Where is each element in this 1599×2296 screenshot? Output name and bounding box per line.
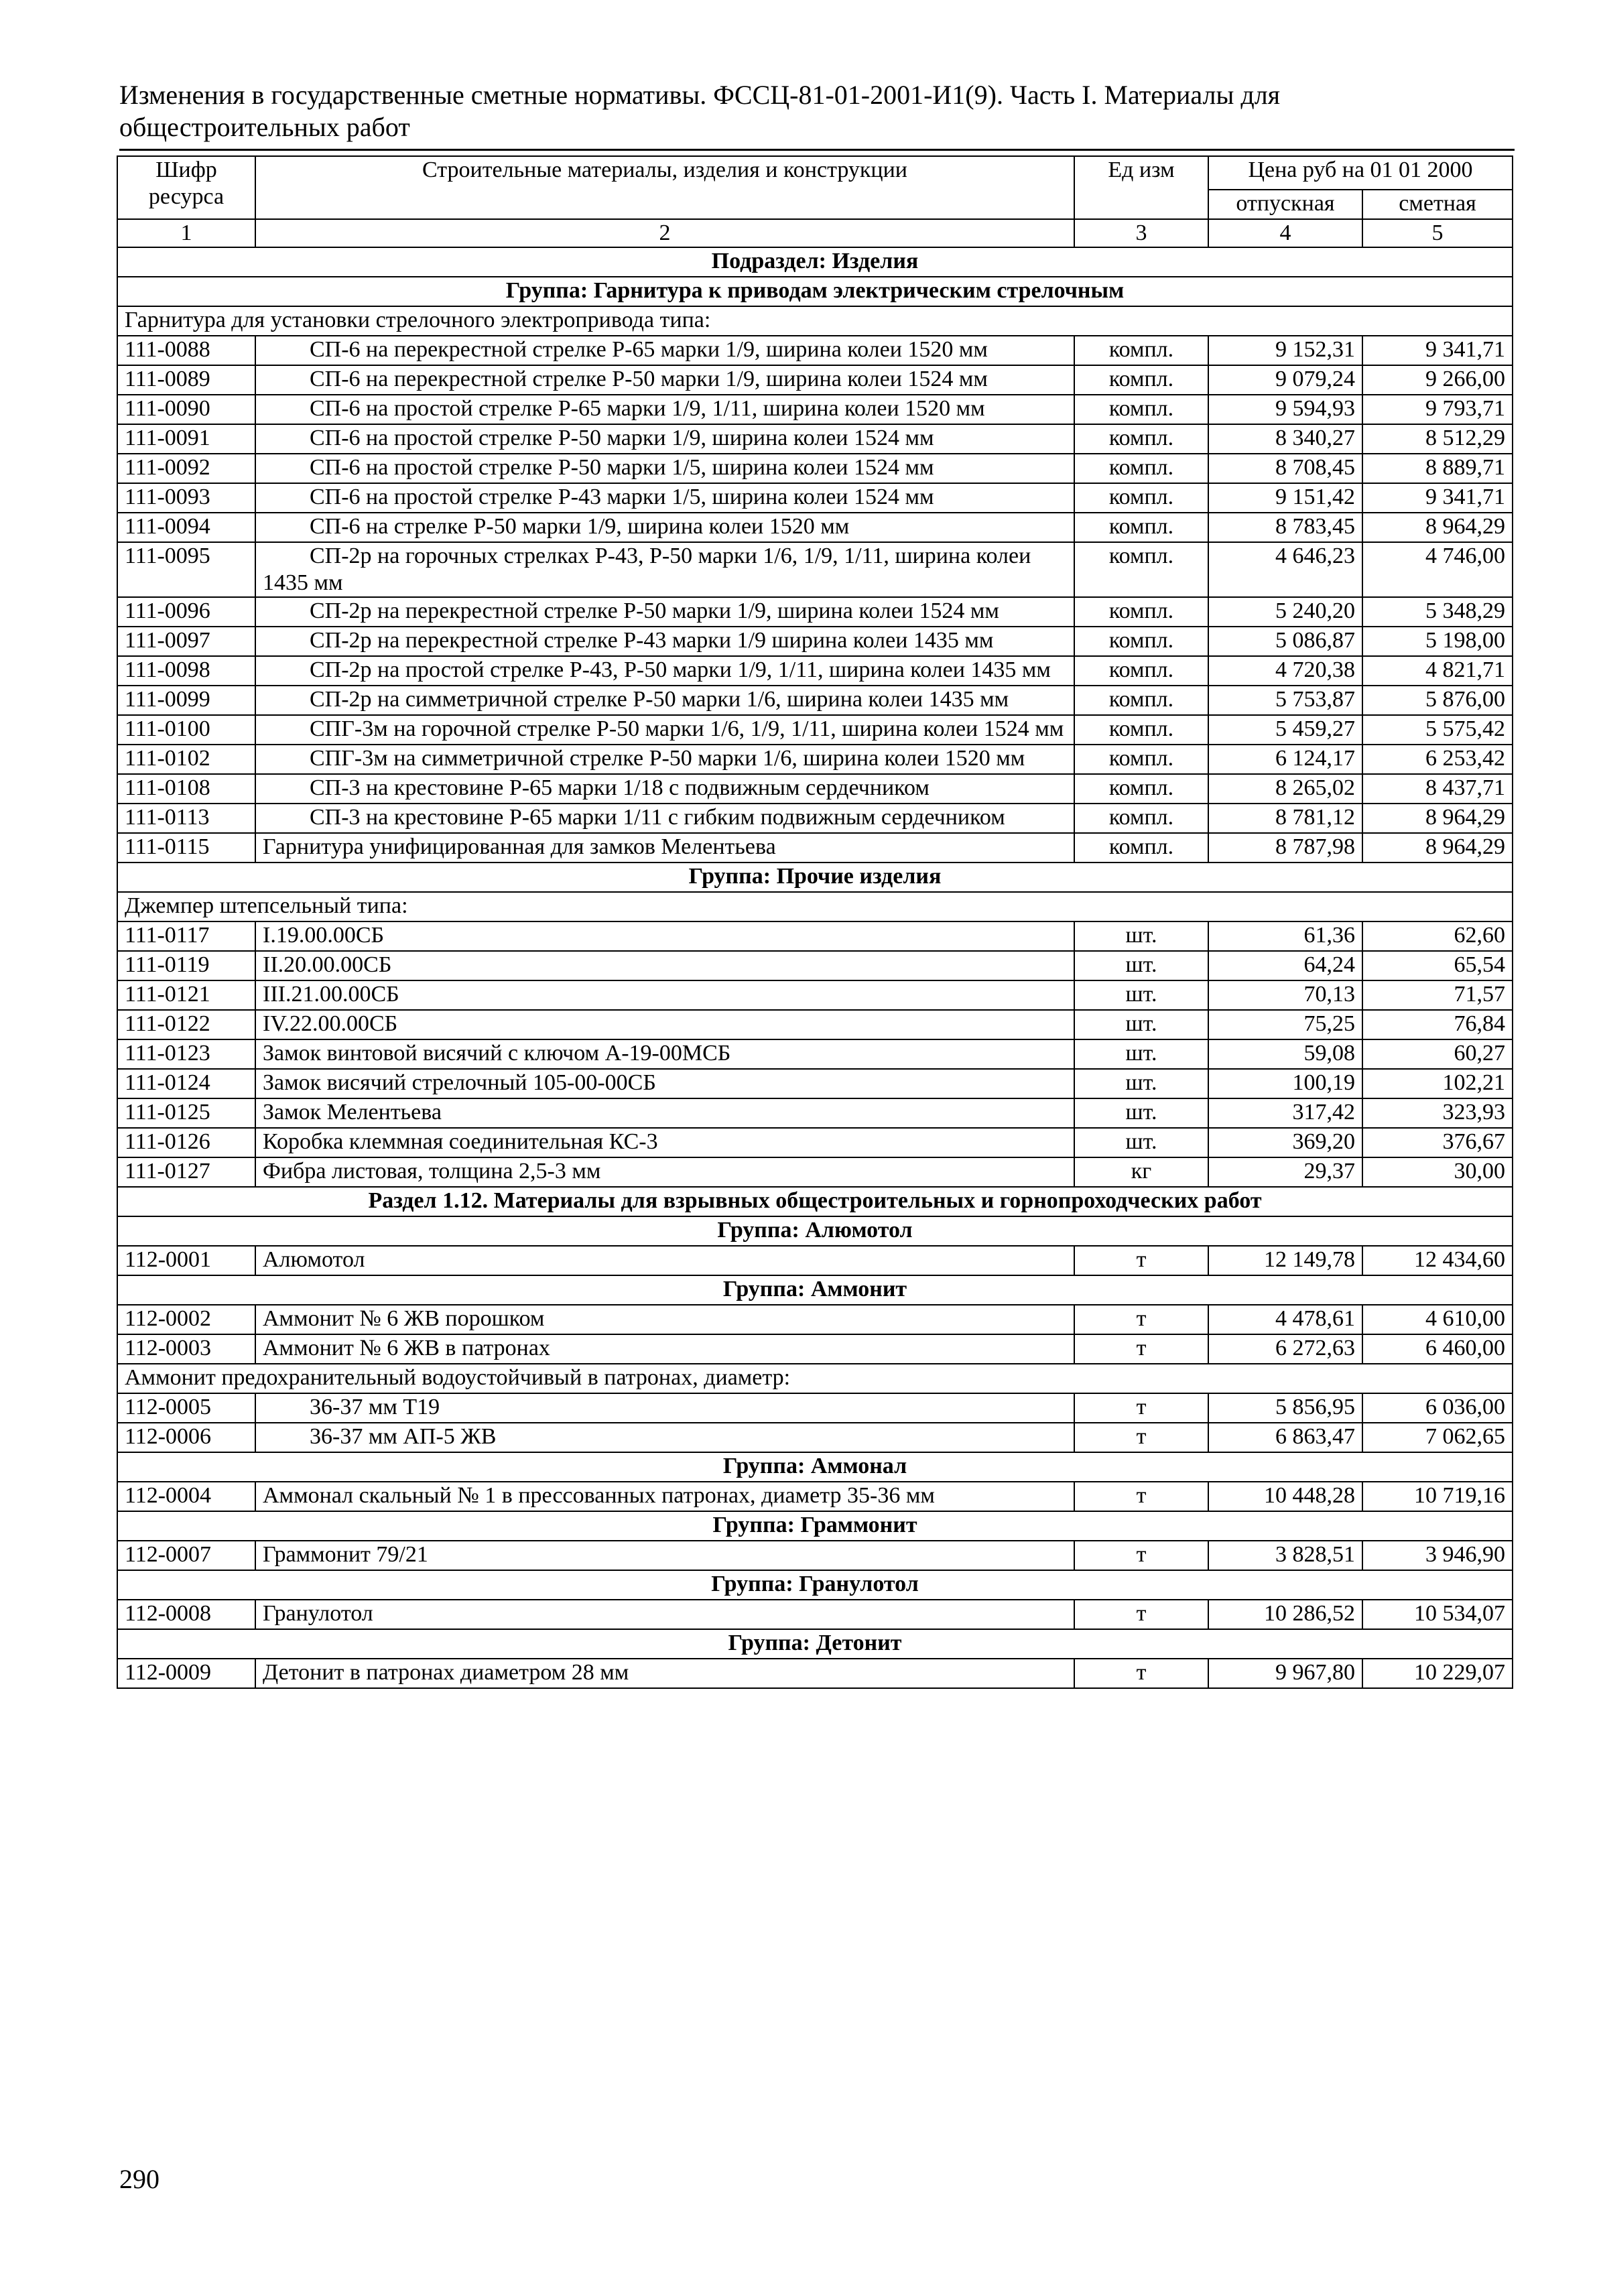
group-row	[117, 863, 1513, 892]
resource-code: 112-0009	[117, 1659, 255, 1688]
resource-unit: т	[1074, 1423, 1208, 1452]
column-number-row	[117, 219, 1513, 247]
release-price: 75,25	[1208, 1010, 1362, 1039]
release-price: 8 708,45	[1208, 454, 1362, 483]
release-price: 100,19	[1208, 1069, 1362, 1098]
table-header-row	[117, 156, 1513, 190]
group-row	[117, 1511, 1513, 1541]
group2-sub-rows	[117, 921, 1513, 1039]
resource-unit: т	[1074, 1659, 1208, 1688]
resource-code: 111-0096	[117, 597, 255, 627]
resource-unit: компл.	[1074, 542, 1208, 597]
subheading-row	[117, 1364, 1513, 1393]
resource-unit: т	[1074, 1541, 1208, 1570]
table-row	[117, 1098, 1513, 1128]
group-title: Группа: Гранулотол	[117, 1570, 1513, 1600]
resource-unit: т	[1074, 1482, 1208, 1511]
resource-unit: т	[1074, 1600, 1208, 1629]
resource-unit: т	[1074, 1393, 1208, 1423]
release-price: 6 863,47	[1208, 1423, 1362, 1452]
table-row	[117, 715, 1513, 745]
column-header-unit: Ед изм	[1074, 156, 1208, 219]
group-title: Группа: Прочие изделия	[117, 863, 1513, 892]
estimate-price: 8 437,71	[1362, 774, 1513, 804]
table-row	[117, 1246, 1513, 1275]
resource-unit: компл.	[1074, 715, 1208, 745]
resource-code: 111-0115	[117, 833, 255, 863]
group-title: Группа: Алюмотол	[117, 1216, 1513, 1246]
group5-rows	[117, 1482, 1513, 1511]
estimate-price: 5 876,00	[1362, 686, 1513, 715]
table-row	[117, 513, 1513, 542]
group-title: Группа: Гарнитура к приводам электрическим стрелочным	[117, 277, 1513, 306]
resource-unit: компл.	[1074, 656, 1208, 686]
table-row	[117, 1010, 1513, 1039]
estimate-price: 8 964,29	[1362, 804, 1513, 833]
resource-code: 111-0090	[117, 395, 255, 424]
resource-name: Замок винтовой висячий с ключом А-19-00МСБ	[255, 1039, 1074, 1069]
estimate-price: 9 793,71	[1362, 395, 1513, 424]
table-row	[117, 336, 1513, 365]
resource-code: 111-0102	[117, 745, 255, 774]
resource-unit: шт.	[1074, 921, 1208, 951]
estimate-price: 4 746,00	[1362, 542, 1513, 597]
resource-name: Фибра листовая, толщина 2,5-3 мм	[255, 1157, 1074, 1187]
resource-name: 36-37 мм Т19	[255, 1393, 1074, 1423]
resource-unit: шт.	[1074, 1098, 1208, 1128]
resource-unit: т	[1074, 1305, 1208, 1334]
estimate-price: 65,54	[1362, 951, 1513, 980]
table-row	[117, 483, 1513, 513]
subheading-row	[117, 892, 1513, 921]
resource-name: СП-6 на простой стрелке Р-43 марки 1/5, ширина колеи 1524 мм	[255, 483, 1074, 513]
resource-code: 111-0094	[117, 513, 255, 542]
resource-code: 111-0093	[117, 483, 255, 513]
table-row	[117, 1482, 1513, 1511]
price-table	[117, 155, 1513, 1689]
resource-name: СП-6 на перекрестной стрелке Р-65 марки 1/9, ширина колеи 1520 мм	[255, 336, 1074, 365]
column-number: 1	[117, 219, 255, 247]
table-row	[117, 597, 1513, 627]
group-row	[117, 1629, 1513, 1659]
table-row	[117, 1039, 1513, 1069]
group-row	[117, 1275, 1513, 1305]
resource-name: СП-6 на стрелке Р-50 марки 1/9, ширина колеи 1520 мм	[255, 513, 1074, 542]
estimate-price: 60,27	[1362, 1039, 1513, 1069]
table-row	[117, 656, 1513, 686]
release-price: 61,36	[1208, 921, 1362, 951]
table-row	[117, 951, 1513, 980]
resource-unit: шт.	[1074, 980, 1208, 1010]
column-header-price: Цена руб на 01 01 2000	[1208, 156, 1513, 190]
resource-unit: шт.	[1074, 1069, 1208, 1098]
subheading: Аммонит предохранительный водоустойчивый в патронах, диаметр:	[117, 1364, 1513, 1393]
resource-name: II.20.00.00СБ	[255, 951, 1074, 980]
resource-unit: компл.	[1074, 804, 1208, 833]
resource-code: 112-0006	[117, 1423, 255, 1452]
estimate-price: 8 512,29	[1362, 424, 1513, 454]
resource-name: Алюмотол	[255, 1246, 1074, 1275]
resource-name: 36-37 мм АП-5 ЖВ	[255, 1423, 1074, 1452]
subheading: Джемпер штепсельный типа:	[117, 892, 1513, 921]
resource-code: 111-0091	[117, 424, 255, 454]
release-price: 8 265,02	[1208, 774, 1362, 804]
resource-unit: компл.	[1074, 745, 1208, 774]
resource-unit: компл.	[1074, 336, 1208, 365]
estimate-price: 5 348,29	[1362, 597, 1513, 627]
group7-rows	[117, 1600, 1513, 1629]
release-price: 9 152,31	[1208, 336, 1362, 365]
resource-name: СП-6 на перекрестной стрелке Р-50 марки 1/9, ширина колеи 1524 мм	[255, 365, 1074, 395]
release-price: 10 448,28	[1208, 1482, 1362, 1511]
release-price: 9 151,42	[1208, 483, 1362, 513]
resource-code: 112-0007	[117, 1541, 255, 1570]
resource-name: Гранулотол	[255, 1600, 1074, 1629]
resource-unit: компл.	[1074, 424, 1208, 454]
resource-name: Аммонит № 6 ЖВ в патронах	[255, 1334, 1074, 1364]
table-row	[117, 1069, 1513, 1098]
group-row	[117, 277, 1513, 306]
resource-unit: шт.	[1074, 951, 1208, 980]
resource-unit: шт.	[1074, 1010, 1208, 1039]
resource-unit: компл.	[1074, 627, 1208, 656]
resource-name: СПГ-3м на горочной стрелке Р-50 марки 1/6, 1/9, 1/11, ширина колеи 1524 мм	[255, 715, 1074, 745]
group-row	[117, 1452, 1513, 1482]
estimate-price: 10 719,16	[1362, 1482, 1513, 1511]
column-header-name: Строительные материалы, изделия и конструкции	[255, 156, 1074, 219]
resource-name: Аммонал скальный № 1 в прессованных патронах, диаметр 35-36 мм	[255, 1482, 1074, 1511]
table-row	[117, 454, 1513, 483]
estimate-price: 12 434,60	[1362, 1246, 1513, 1275]
table-row	[117, 627, 1513, 656]
resource-code: 111-0117	[117, 921, 255, 951]
resource-name: СП-2р на горочных стрелках Р-43, Р-50 марки 1/6, 1/9, 1/11, ширина колеи 1435 мм	[255, 542, 1074, 597]
table-row	[117, 1600, 1513, 1629]
column-number: 5	[1362, 219, 1513, 247]
resource-name: I.19.00.00СБ	[255, 921, 1074, 951]
estimate-price: 10 534,07	[1362, 1600, 1513, 1629]
estimate-price: 102,21	[1362, 1069, 1513, 1098]
estimate-price: 9 266,00	[1362, 365, 1513, 395]
section-row	[117, 1187, 1513, 1216]
resource-name: СП-2р на перекрестной стрелке Р-43 марки 1/9 ширина колеи 1435 мм	[255, 627, 1074, 656]
resource-code: 111-0097	[117, 627, 255, 656]
group8-rows	[117, 1659, 1513, 1688]
resource-code: 111-0121	[117, 980, 255, 1010]
resource-name: Гарнитура унифицированная для замков Мелентьева	[255, 833, 1074, 863]
table-row	[117, 1334, 1513, 1364]
resource-unit: кг	[1074, 1157, 1208, 1187]
group2-rows	[117, 1039, 1513, 1187]
estimate-price: 9 341,71	[1362, 336, 1513, 365]
column-number: 4	[1208, 219, 1362, 247]
resource-name: СП-6 на простой стрелке Р-50 марки 1/9, ширина колеи 1524 мм	[255, 424, 1074, 454]
group-row	[117, 1216, 1513, 1246]
table-row	[117, 980, 1513, 1010]
resource-code: 111-0126	[117, 1128, 255, 1157]
resource-unit: компл.	[1074, 483, 1208, 513]
resource-code: 112-0002	[117, 1305, 255, 1334]
resource-unit: компл.	[1074, 686, 1208, 715]
release-price: 9 967,80	[1208, 1659, 1362, 1688]
subsection-row	[117, 247, 1513, 277]
table-row	[117, 774, 1513, 804]
page-number: 290	[119, 2164, 159, 2194]
table-row	[117, 542, 1513, 597]
release-price: 29,37	[1208, 1157, 1362, 1187]
resource-name: III.21.00.00СБ	[255, 980, 1074, 1010]
group1-rows	[117, 336, 1513, 833]
resource-code: 112-0008	[117, 1600, 255, 1629]
release-price: 70,13	[1208, 980, 1362, 1010]
subsection-title: Подраздел: Изделия	[117, 247, 1513, 277]
release-price: 4 720,38	[1208, 656, 1362, 686]
resource-code: 111-0125	[117, 1098, 255, 1128]
group-title: Группа: Граммонит	[117, 1511, 1513, 1541]
estimate-price: 6 036,00	[1362, 1393, 1513, 1423]
resource-code: 111-0100	[117, 715, 255, 745]
release-price: 5 753,87	[1208, 686, 1362, 715]
resource-name: СП-3 на крестовине Р-65 марки 1/18 с подвижным сердечником	[255, 774, 1074, 804]
resource-code: 112-0004	[117, 1482, 255, 1511]
release-price: 5 459,27	[1208, 715, 1362, 745]
release-price: 3 828,51	[1208, 1541, 1362, 1570]
estimate-price: 7 062,65	[1362, 1423, 1513, 1452]
resource-code: 112-0003	[117, 1334, 255, 1364]
resource-code: 111-0108	[117, 774, 255, 804]
table-row	[117, 424, 1513, 454]
estimate-price: 30,00	[1362, 1157, 1513, 1187]
resource-code: 111-0122	[117, 1010, 255, 1039]
estimate-price: 62,60	[1362, 921, 1513, 951]
resource-unit: компл.	[1074, 395, 1208, 424]
resource-unit: компл.	[1074, 513, 1208, 542]
table-row	[117, 686, 1513, 715]
release-price: 6 272,63	[1208, 1334, 1362, 1364]
release-price: 8 340,27	[1208, 424, 1362, 454]
estimate-price: 8 964,29	[1362, 513, 1513, 542]
resource-code: 111-0098	[117, 656, 255, 686]
table-row	[117, 1157, 1513, 1187]
resource-name: Замок висячий стрелочный 105-00-00СБ	[255, 1069, 1074, 1098]
table-row	[117, 395, 1513, 424]
release-price: 4 646,23	[1208, 542, 1362, 597]
release-price: 12 149,78	[1208, 1246, 1362, 1275]
release-price: 9 594,93	[1208, 395, 1362, 424]
release-price: 369,20	[1208, 1128, 1362, 1157]
column-number: 3	[1074, 219, 1208, 247]
estimate-price: 71,57	[1362, 980, 1513, 1010]
resource-code: 111-0123	[117, 1039, 255, 1069]
estimate-price: 6 253,42	[1362, 745, 1513, 774]
resource-unit: т	[1074, 1246, 1208, 1275]
column-number: 2	[255, 219, 1074, 247]
resource-name: Замок Мелентьева	[255, 1098, 1074, 1128]
estimate-price: 323,93	[1362, 1098, 1513, 1128]
resource-name: СПГ-3м на симметричной стрелке Р-50 марки 1/6, ширина колеи 1520 мм	[255, 745, 1074, 774]
group-title: Группа: Аммонит	[117, 1275, 1513, 1305]
estimate-price: 3 946,90	[1362, 1541, 1513, 1570]
table-row	[117, 804, 1513, 833]
group4-sub-rows	[117, 1393, 1513, 1452]
table-row	[117, 1128, 1513, 1157]
release-price: 8 783,45	[1208, 513, 1362, 542]
resource-unit: компл.	[1074, 597, 1208, 627]
resource-code: 111-0092	[117, 454, 255, 483]
release-price: 6 124,17	[1208, 745, 1362, 774]
column-header-code: Шифр ресурса	[117, 156, 255, 219]
table-row	[117, 1423, 1513, 1452]
column-header-release: отпускная	[1208, 190, 1362, 219]
group-row	[117, 1570, 1513, 1600]
resource-name: IV.22.00.00СБ	[255, 1010, 1074, 1039]
resource-name: Коробка клеммная соединительная КС-3	[255, 1128, 1074, 1157]
resource-name: СП-3 на крестовине Р-65 марки 1/11 с гибким подвижным сердечником	[255, 804, 1074, 833]
resource-name: СП-2р на перекрестной стрелке Р-50 марки 1/9, ширина колеи 1524 мм	[255, 597, 1074, 627]
column-header-estimate: сметная	[1362, 190, 1513, 219]
resource-code: 111-0113	[117, 804, 255, 833]
resource-unit: компл.	[1074, 365, 1208, 395]
estimate-price: 9 341,71	[1362, 483, 1513, 513]
table-row	[117, 1541, 1513, 1570]
group4-rows	[117, 1305, 1513, 1364]
group-title: Группа: Детонит	[117, 1629, 1513, 1659]
page-header	[119, 79, 1515, 143]
resource-code: 112-0001	[117, 1246, 255, 1275]
resource-unit: компл.	[1074, 774, 1208, 804]
release-price: 5 856,95	[1208, 1393, 1362, 1423]
estimate-price: 8 964,29	[1362, 833, 1513, 863]
table-row	[117, 1659, 1513, 1688]
header-divider	[119, 149, 1515, 151]
estimate-price: 10 229,07	[1362, 1659, 1513, 1688]
group6-rows	[117, 1541, 1513, 1570]
table-row	[117, 745, 1513, 774]
resource-code: 111-0089	[117, 365, 255, 395]
resource-name: Граммонит 79/21	[255, 1541, 1074, 1570]
release-price: 317,42	[1208, 1098, 1362, 1128]
table-row	[117, 921, 1513, 951]
resource-name: Детонит в патронах диаметром 28 мм	[255, 1659, 1074, 1688]
release-price: 59,08	[1208, 1039, 1362, 1069]
resource-unit: шт.	[1074, 1128, 1208, 1157]
estimate-price: 8 889,71	[1362, 454, 1513, 483]
resource-code: 112-0005	[117, 1393, 255, 1423]
resource-name: СП-6 на простой стрелке Р-65 марки 1/9, 1/11, ширина колеи 1520 мм	[255, 395, 1074, 424]
release-price: 5 086,87	[1208, 627, 1362, 656]
page-header-line1: Изменения в государственные сметные нормативы. ФССЦ-81-01-2001-И1(9). Часть I. Материалы для	[119, 80, 1281, 110]
section-title: Раздел 1.12. Материалы для взрывных общестроительных и горнопроходческих работ	[117, 1187, 1513, 1216]
estimate-price: 376,67	[1362, 1128, 1513, 1157]
estimate-price: 4 821,71	[1362, 656, 1513, 686]
resource-unit: шт.	[1074, 1039, 1208, 1069]
estimate-price: 76,84	[1362, 1010, 1513, 1039]
resource-code: 111-0088	[117, 336, 255, 365]
table-row	[117, 833, 1513, 863]
resource-code: 111-0127	[117, 1157, 255, 1187]
estimate-price: 6 460,00	[1362, 1334, 1513, 1364]
release-price: 8 781,12	[1208, 804, 1362, 833]
resource-name: СП-2р на простой стрелке Р-43, Р-50 марки 1/9, 1/11, ширина колеи 1435 мм	[255, 656, 1074, 686]
table-row	[117, 365, 1513, 395]
release-price: 4 478,61	[1208, 1305, 1362, 1334]
estimate-price: 5 198,00	[1362, 627, 1513, 656]
release-price: 64,24	[1208, 951, 1362, 980]
resource-unit: компл.	[1074, 454, 1208, 483]
resource-code: 111-0099	[117, 686, 255, 715]
subheading-row	[117, 306, 1513, 336]
table-row	[117, 1393, 1513, 1423]
resource-code: 111-0124	[117, 1069, 255, 1098]
resource-name: СП-6 на простой стрелке Р-50 марки 1/5, ширина колеи 1524 мм	[255, 454, 1074, 483]
table-row	[117, 1305, 1513, 1334]
resource-unit: т	[1074, 1334, 1208, 1364]
resource-code: 111-0095	[117, 542, 255, 597]
release-price: 9 079,24	[1208, 365, 1362, 395]
release-price: 5 240,20	[1208, 597, 1362, 627]
resource-code: 111-0119	[117, 951, 255, 980]
release-price: 8 787,98	[1208, 833, 1362, 863]
resource-unit: компл.	[1074, 833, 1208, 863]
estimate-price: 4 610,00	[1362, 1305, 1513, 1334]
subheading: Гарнитура для установки стрелочного электропривода типа:	[117, 306, 1513, 336]
resource-name: СП-2р на симметричной стрелке Р-50 марки 1/6, ширина колеи 1435 мм	[255, 686, 1074, 715]
page-header-line2: общестроительных работ	[119, 112, 410, 142]
group-title: Группа: Аммонал	[117, 1452, 1513, 1482]
release-price: 10 286,52	[1208, 1600, 1362, 1629]
group3-rows	[117, 1246, 1513, 1275]
resource-name: Аммонит № 6 ЖВ порошком	[255, 1305, 1074, 1334]
estimate-price: 5 575,42	[1362, 715, 1513, 745]
